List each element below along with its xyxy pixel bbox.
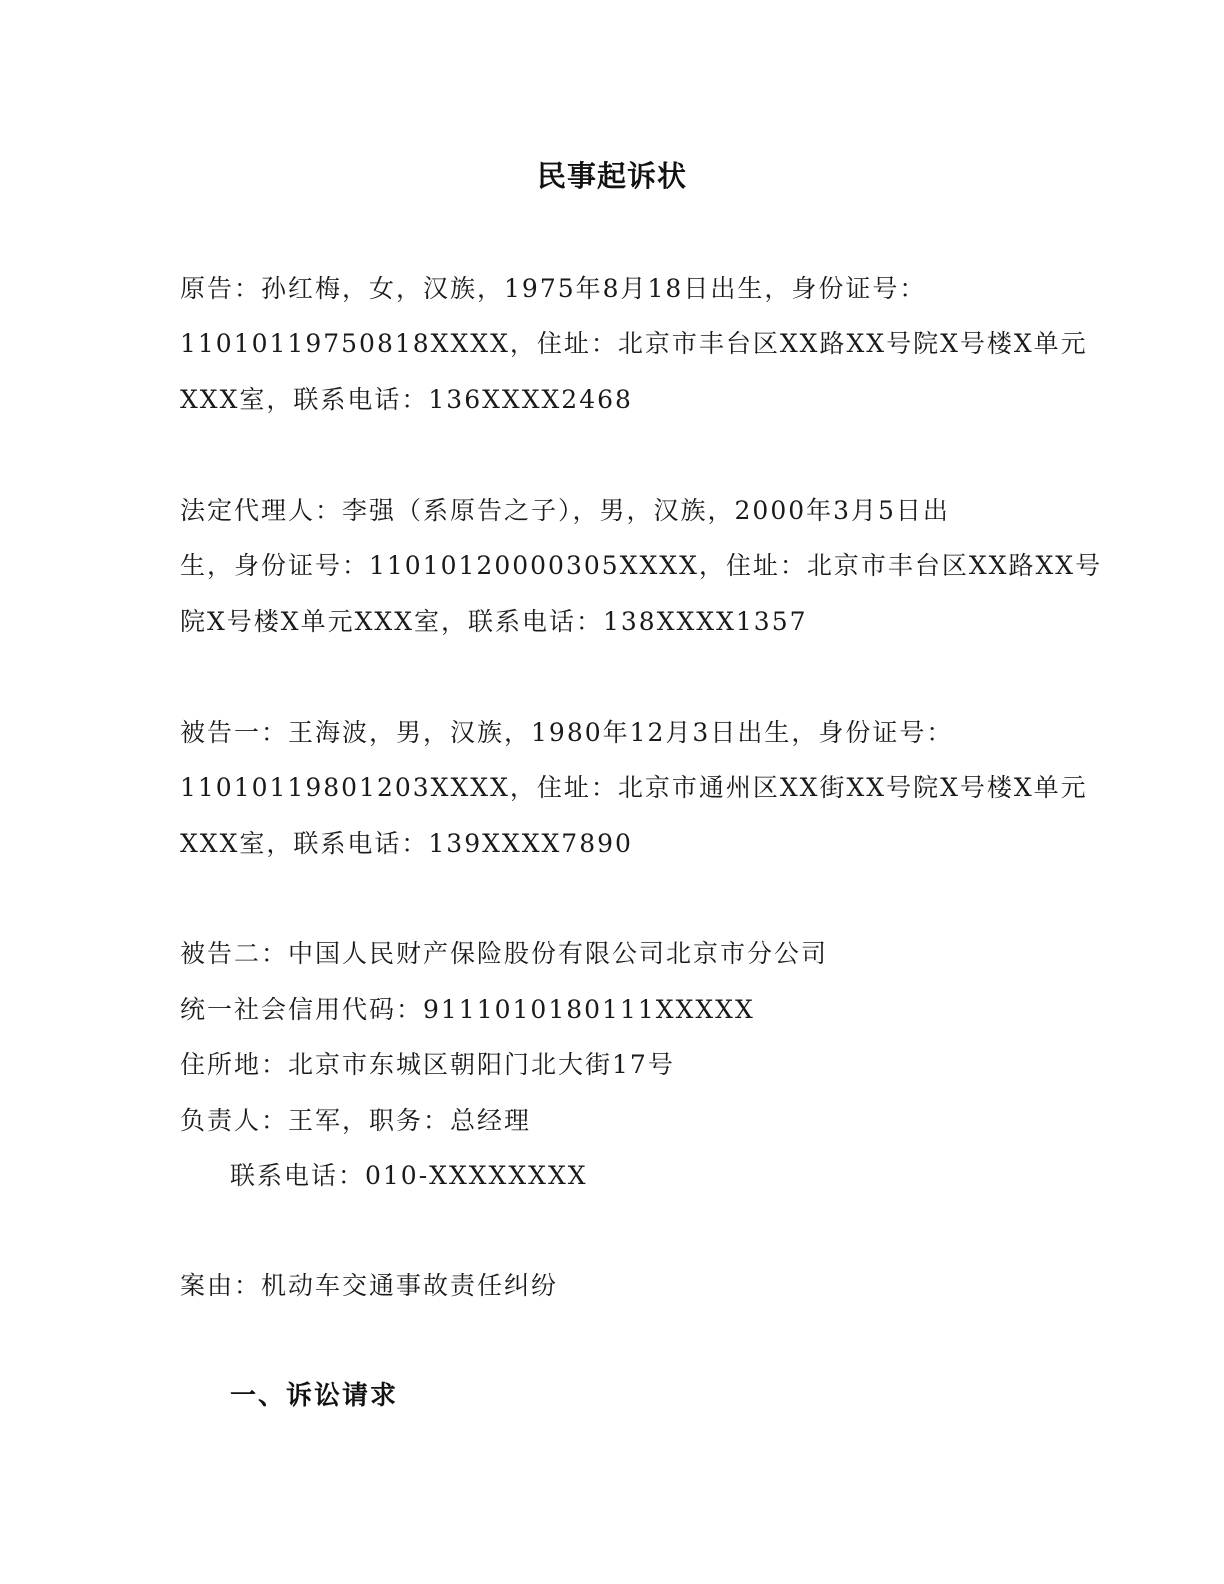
- plaintiff-line-1: 原告：孙红梅，女，汉族，1975年8月18日出生，身份证号：: [180, 274, 927, 303]
- defendant-one-line-2: 11010119801203XXXX，住址：北京市通州区XX街XX号院X号楼X单元: [180, 773, 1088, 802]
- cause-of-action: 案由：机动车交通事故责任纠纷: [180, 1271, 559, 1300]
- defendant-two-name: 被告二：中国人民财产保险股份有限公司北京市分公司: [180, 939, 829, 968]
- defendant-two-head: 负责人：王军，职务：总经理: [180, 1106, 532, 1135]
- plaintiff-line-2: 11010119750818XXXX，住址：北京市丰台区XX路XX号院X号楼X单元: [180, 329, 1088, 358]
- legal-representative-line-3: 院X号楼X单元XXX室，联系电话：138XXXX1357: [180, 607, 808, 636]
- defendant-two-address: 住所地：北京市东城区朝阳门北大街17号: [180, 1050, 675, 1079]
- defendant-two-phone: 联系电话：010-XXXXXXXX: [230, 1161, 588, 1190]
- plaintiff-line-3: XXX室，联系电话：136XXXX2468: [180, 385, 633, 414]
- legal-representative-line-2: 生，身份证号：11010120000305XXXX，住址：北京市丰台区XX路XX号: [180, 551, 1103, 580]
- defendant-one-line-1: 被告一：王海波，男，汉族，1980年12月3日出生，身份证号：: [180, 718, 954, 747]
- section-heading-claims: 一、诉讼请求: [230, 1381, 399, 1411]
- defendant-one-line-3: XXX室，联系电话：139XXXX7890: [180, 829, 633, 858]
- defendant-two-credit-code: 统一社会信用代码：9111010180111XXXXX: [180, 995, 755, 1024]
- document-title: 民事起诉状: [536, 159, 687, 193]
- legal-representative-line-1: 法定代理人：李强（系原告之子），男，汉族，2000年3月5日出: [180, 496, 950, 525]
